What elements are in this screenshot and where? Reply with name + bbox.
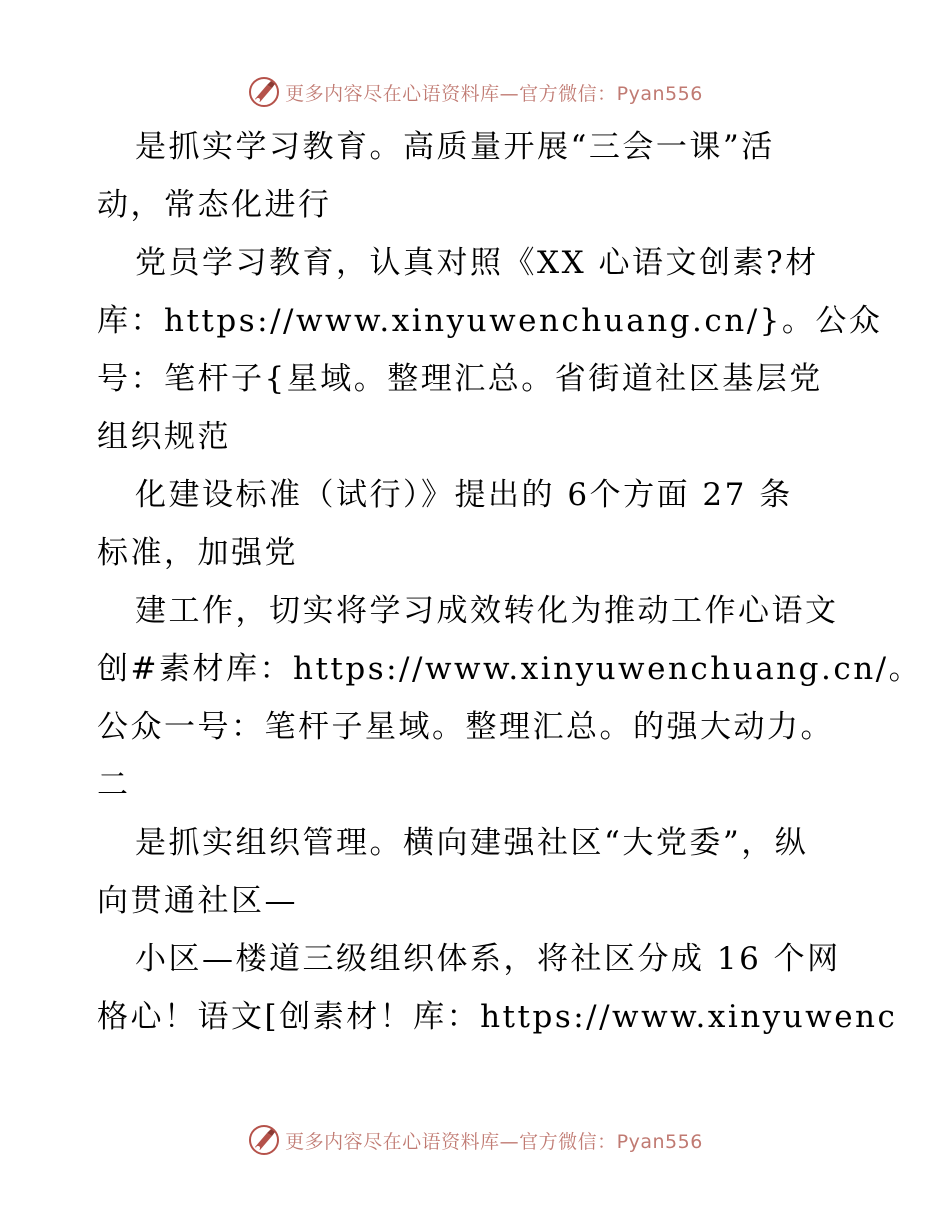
- text-line: 党员学习教育，认真对照《XX 心语文创素?材: [135, 245, 819, 281]
- text-line: 库：https://www.xinyuwenchuang.cn/}。公众: [97, 303, 883, 339]
- text-line: 化建设标准（试行）》提出的 6个方面 27 条: [135, 477, 793, 513]
- document-body: [97, 118, 923, 1046]
- text-line: 二: [97, 767, 131, 803]
- text-line: 创#素材库：https://www.xinyuwenchuang.cn/。: [97, 651, 923, 687]
- watermark-text: 更多内容尽在心语资料库—官方微信：Pyan556: [285, 82, 703, 105]
- text-line: 建工作，切实将学习成效转化为推动工作心语文: [135, 593, 839, 629]
- pen-logo-icon: [247, 75, 281, 109]
- text-line: 公众一号：笔杆子星域。整理汇总。的强大动力。: [97, 709, 834, 745]
- text-line: 动，常态化进行: [97, 187, 332, 223]
- text-line: 组织规范: [97, 419, 231, 455]
- text-line: 向贯通社区—: [97, 883, 298, 919]
- header-watermark: [0, 72, 950, 112]
- text-line: 是抓实学习教育。高质量开展“三会一课”活: [135, 129, 775, 165]
- text-line: 号：笔杆子{星域。整理汇总。省街道社区基层党: [97, 361, 823, 397]
- footer-watermark: [0, 1120, 950, 1160]
- text-line: 格心！语文[创素材！库：https://www.xinyuwenc: [97, 999, 898, 1035]
- text-line: 标准，加强党: [97, 535, 298, 571]
- text-line: 小区—楼道三级组织体系，将社区分成 16 个网: [135, 941, 841, 977]
- watermark-text: 更多内容尽在心语资料库—官方微信：Pyan556: [285, 1130, 703, 1153]
- pen-logo-icon: [247, 1123, 281, 1157]
- text-line: 是抓实组织管理。横向建强社区“大党委”，纵: [135, 825, 809, 861]
